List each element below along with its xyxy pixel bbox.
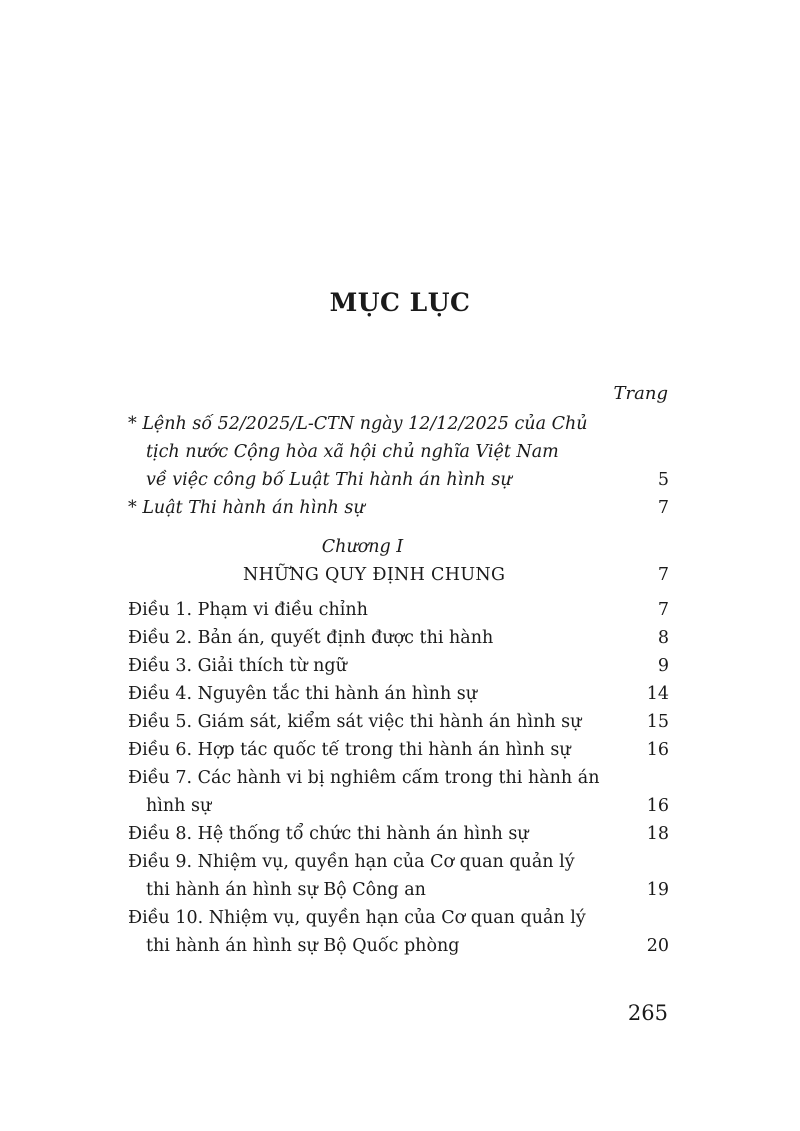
toc-article <box>128 876 669 904</box>
toc-article <box>128 652 669 680</box>
toc-article-page: 7 <box>657 600 669 620</box>
toc-entry-text: * Luật Thi hành án hình sự <box>128 498 365 518</box>
toc-article-page: 9 <box>657 656 669 676</box>
toc-article-page: 19 <box>646 880 669 900</box>
toc-article-text: thi hành án hình sự Bộ Công an <box>146 880 426 900</box>
toc-article-text: Điều 3. Giải thích từ ngữ <box>128 656 347 676</box>
page-title: MỤC LỤC <box>329 288 471 317</box>
toc-article-page: 15 <box>646 712 669 732</box>
toc-entry-text: về việc công bố Luật Thi hành án hình sự <box>146 470 512 490</box>
toc-entry-line <box>128 494 669 522</box>
toc-entry-page: 7 <box>657 498 669 518</box>
toc-article-page: 16 <box>646 796 669 816</box>
toc-article-page: 20 <box>646 936 669 956</box>
toc-entry-page: 5 <box>657 470 669 490</box>
toc-article-page: 18 <box>646 824 669 844</box>
toc-article <box>128 708 669 736</box>
toc-article-text: Điều 5. Giám sát, kiểm sát việc thi hành án hình sự <box>128 712 582 732</box>
toc-entry-line <box>128 466 669 494</box>
toc-entry-text: tịch nước Cộng hòa xã hội chủ nghĩa Việt Nam <box>146 442 559 462</box>
toc-article-text: Điều 9. Nhiệm vụ, quyền hạn của Cơ quan quản lý <box>128 852 575 872</box>
toc-article <box>128 736 669 764</box>
toc-article <box>128 624 669 652</box>
toc-article-text: Điều 4. Nguyên tắc thi hành án hình sự <box>128 684 478 704</box>
chapter-title-line <box>128 561 669 589</box>
toc-article <box>128 848 669 876</box>
page-number: 265 <box>627 1001 668 1025</box>
toc-entry-text: * Lệnh số 52/2025/L-CTN ngày 12/12/2025 của Chủ <box>128 414 588 434</box>
toc-article <box>128 792 669 820</box>
toc-article-text: Điều 7. Các hành vi bị nghiêm cấm trong thi hành án <box>128 768 600 788</box>
toc-article-text: Điều 2. Bản án, quyết định được thi hành <box>128 628 494 648</box>
toc-article <box>128 820 669 848</box>
toc-article <box>128 764 669 792</box>
toc-article <box>128 932 669 960</box>
toc-article-text: Điều 6. Hợp tác quốc tế trong thi hành án hình sự <box>128 740 571 760</box>
toc-article-text: thi hành án hình sự Bộ Quốc phòng <box>146 936 460 956</box>
chapter-label: Chương I <box>321 537 404 557</box>
toc-article-text: Điều 8. Hệ thống tổ chức thi hành án hình sự <box>128 824 529 844</box>
toc-article <box>128 680 669 708</box>
toc-article-text: hình sự <box>146 796 212 816</box>
toc-article-page: 8 <box>657 628 669 648</box>
toc-entry-line <box>128 410 669 438</box>
toc-article-page: 16 <box>646 740 669 760</box>
chapter-page: 7 <box>657 565 669 585</box>
toc-article-text: Điều 10. Nhiệm vụ, quyền hạn của Cơ quan quản lý <box>128 908 586 928</box>
chapter-title: NHỮNG QUY ĐỊNH CHUNG <box>243 565 506 585</box>
toc-article <box>128 904 669 932</box>
toc-entry-line <box>128 438 669 466</box>
toc-article <box>128 596 669 624</box>
toc-article-text: Điều 1. Phạm vi điều chỉnh <box>128 600 368 620</box>
toc-article-page: 14 <box>646 684 669 704</box>
page-column-label: Trang <box>613 383 668 404</box>
